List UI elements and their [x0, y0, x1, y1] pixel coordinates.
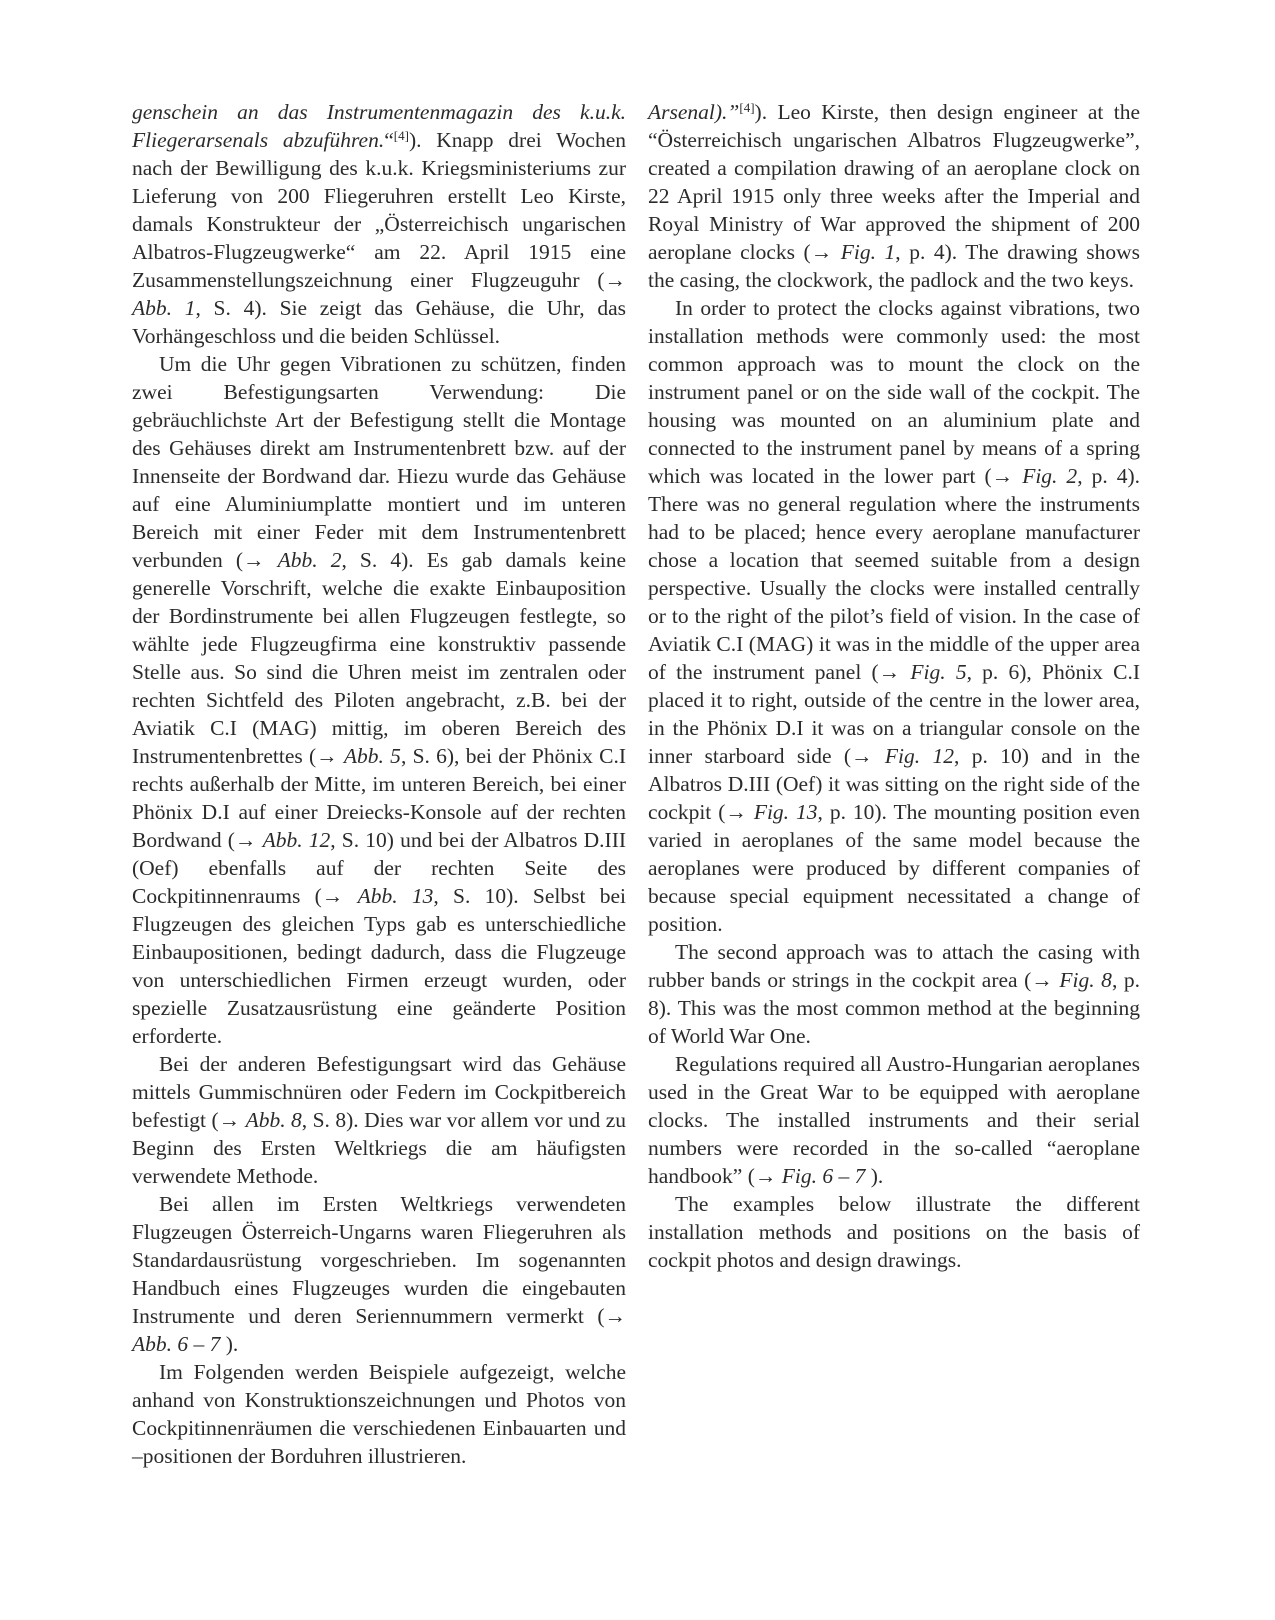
figure-reference[interactable]: Abb. 2 — [277, 548, 342, 572]
text-run: ). — [865, 1164, 884, 1188]
figure-reference[interactable]: Abb. 13 — [357, 884, 434, 908]
text-run: , p. 10). The mounting position even varied in aeroplanes of the same model because the aeroplanes were produced by different companies of because special equipment necessitated a change of position. — [648, 800, 1140, 936]
paragraph-en-4 — [648, 1050, 1140, 1190]
text-run: The second approach was to attach the casing with rubber bands or strings in the cockpit area (→ — [648, 940, 1140, 992]
text-run: , S. 10). Selbst bei Flugzeugen des gleichen Typs gab es unterschiedliche Einbaupositionen, bedingt dadurch, dass die Flugzeuge von unterschiedlichen Firmen erzeugt wurden, oder spezielle Zusatzausrüstung eine geänderte Position erforderte. — [132, 884, 626, 1048]
text-run: , p. 4). There was no general regulation where the instruments had to be placed; hence every aeroplane manufacturer chose a location that seemed suitable from a design perspective. Usually the clocks were installed centrally or to the right of the pilot’s field of vision. In the case of Aviatik C.I (MAG) it was in the middle of the upper area of the instrument panel (→ — [648, 464, 1140, 684]
text-run: , S. 6), bei der Phönix C.I rechts außerhalb der Mitte, im unteren Bereich, bei einer Phönix D.I auf einer Dreiecks-Konsole auf der rechten Bordwand (→ — [132, 744, 626, 852]
paragraph-de-5 — [132, 1358, 626, 1470]
text-run: Bei allen im Ersten Weltkriegs verwendeten Flugzeugen Österreich-Ungarns waren Fliegeruhren als Standardausrüstung vorgeschrieben. Im sogenannten Handbuch eines Flugzeuges wurden die eingebauten Instrumente und deren Seriennummern vermerkt (→ — [132, 1192, 626, 1328]
english-text-column — [648, 98, 1140, 1274]
paragraph-de-1 — [132, 98, 626, 350]
text-run: Um die Uhr gegen Vibrationen zu schützen, finden zwei Befestigungsarten Verwendung: Die gebräuchlichste Art der Befestigung stellt die Montage des Gehäuses direkt am Instrumentenbrett bzw. auf der Innenseite der Bordwand dar. Hiezu wurde das Gehäuse auf eine Aluminiumplatte montiert und im unteren Bereich mit einer Feder mit dem Instrumentenbrett verbunden (→ — [132, 352, 626, 572]
footnote-reference[interactable]: [4] — [739, 100, 755, 115]
footnote-reference[interactable]: [4] — [393, 128, 409, 143]
text-run: , S. 8). Dies war vor allem vor und zu Beginn des Ersten Weltkriegs die am häufigsten verwendete Methode. — [132, 1108, 626, 1188]
text-run: , p. 10) and in the Albatros D.III (Oef) it was sitting on the right side of the cockpit (→ — [648, 744, 1140, 824]
text-run: Im Folgenden werden Beispiele aufgezeigt, welche anhand von Konstruktionszeichnungen und Photos von Cockpitinnenräumen die verschiedenen Einbauarten und –positionen der Borduhren illustrieren. — [132, 1360, 626, 1468]
text-run: , p. 8). This was the most common method at the beginning of World War One. — [648, 968, 1141, 1048]
figure-reference[interactable]: Abb. 6 – 7 — [132, 1332, 221, 1356]
text-run: Bei der anderen Befestigungsart wird das Gehäuse mittels Gummischnüren oder Federn im Cockpitbereich befestigt (→ — [132, 1052, 626, 1132]
figure-reference[interactable]: Fig. 13 — [753, 800, 818, 824]
quote-italic: genschein an das Instrumentenmagazin des k.u.k. Fliegerarsenals abzuführen. — [132, 100, 626, 152]
paragraph-de-2 — [132, 350, 626, 1050]
text-run: Regulations required all Austro-Hungarian aeroplanes used in the Great War to be equipped with aeroplane clocks. The installed instruments and their serial numbers were recorded in the so-called “aeroplane handbook” (→ — [648, 1052, 1140, 1188]
paragraph-de-3 — [132, 1050, 626, 1190]
figure-reference[interactable]: Fig. 8 — [1059, 968, 1112, 992]
text-run: , S. 4). Sie zeigt das Gehäuse, die Uhr, das Vorhängeschloss und die beiden Schlüssel. — [132, 296, 626, 348]
text-run: , S. 4). Es gab damals keine generelle Vorschrift, welche die exakte Einbauposition der Bordinstrumente bei allen Flugzeugen festlegte, so wählte jede Flugzeugfirma eine konstruktiv passende Stelle aus. So sind die Uhren meist im zentralen oder rechten Sichtfeld des Piloten angebracht, z.B. bei der Aviatik C.I (MAG) mittig, im oberen Bereich des Instrumentenbrettes (→ — [132, 548, 626, 768]
figure-reference[interactable]: Fig. 2 — [1022, 464, 1078, 488]
text-run: ). Knapp drei Wochen nach der Bewilligung des k.u.k. Kriegsministeriums zur Lieferung von 200 Fliegeruhren erstellt Leo Kirste, damals Konstrukteur der „Österreichisch ungarischen Albatros-Flugzeugwerke“ am 22. April 1915 eine Zusammenstellungszeichnung einer Flugzeuguhr (→ — [132, 128, 626, 292]
text-run: ). Leo Kirste, then design engineer at the “Österreichisch ungarischen Albatros Flugzeugwerke”, created a compilation drawing of an aeroplane clock on 22 April 1915 only three weeks after the Imperial and Royal Ministry of War approved the shipment of 200 aeroplane clocks (→ — [648, 100, 1140, 264]
text-run: , p. 4). The drawing shows the casing, the clockwork, the padlock and the two keys. — [648, 240, 1140, 292]
text-run: In order to protect the clocks against vibrations, two installation methods were commonly used: the most common approach was to mount the clock on the instrument panel or on the side wall of the cockpit. The housing was mounted on an aluminium plate and connected to the instrument panel by means of a spring which was located in the lower part (→ — [648, 296, 1140, 488]
paragraph-en-1 — [648, 98, 1140, 294]
text-run: The examples below illustrate the different installation methods and positions on the basis of cockpit photos and design drawings. — [648, 1192, 1140, 1272]
figure-reference[interactable]: Fig. 5 — [910, 660, 967, 684]
german-text-column — [132, 98, 626, 1470]
text-run: , S. 10) und bei der Albatros D.III (Oef) ebenfalls auf der rechten Seite des Cockpitinnenraums (→ — [132, 828, 627, 908]
figure-reference[interactable]: Fig. 12 — [884, 744, 954, 768]
figure-reference[interactable]: Abb. 12 — [262, 828, 331, 852]
text-run: , p. 6), Phönix C.I placed it to right, outside of the centre in the lower area, in the Phönix D.I it was on a triangular console on the inner starboard side (→ — [648, 660, 1141, 768]
paragraph-de-4 — [132, 1190, 626, 1358]
figure-reference[interactable]: Abb. 1 — [132, 296, 196, 320]
paragraph-en-3 — [648, 938, 1140, 1050]
quote-italic: Arsenal).” — [648, 100, 740, 124]
paragraph-en-2 — [648, 294, 1140, 938]
figure-reference[interactable]: Abb. 5 — [343, 744, 401, 768]
figure-reference[interactable]: Abb. 8 — [245, 1108, 302, 1132]
paragraph-en-5 — [648, 1190, 1140, 1274]
figure-reference[interactable]: Fig. 1 — [840, 240, 896, 264]
text-run: ). — [220, 1332, 239, 1356]
figure-reference[interactable]: Fig. 6 – 7 — [781, 1164, 866, 1188]
quote-close: “ — [384, 128, 394, 152]
